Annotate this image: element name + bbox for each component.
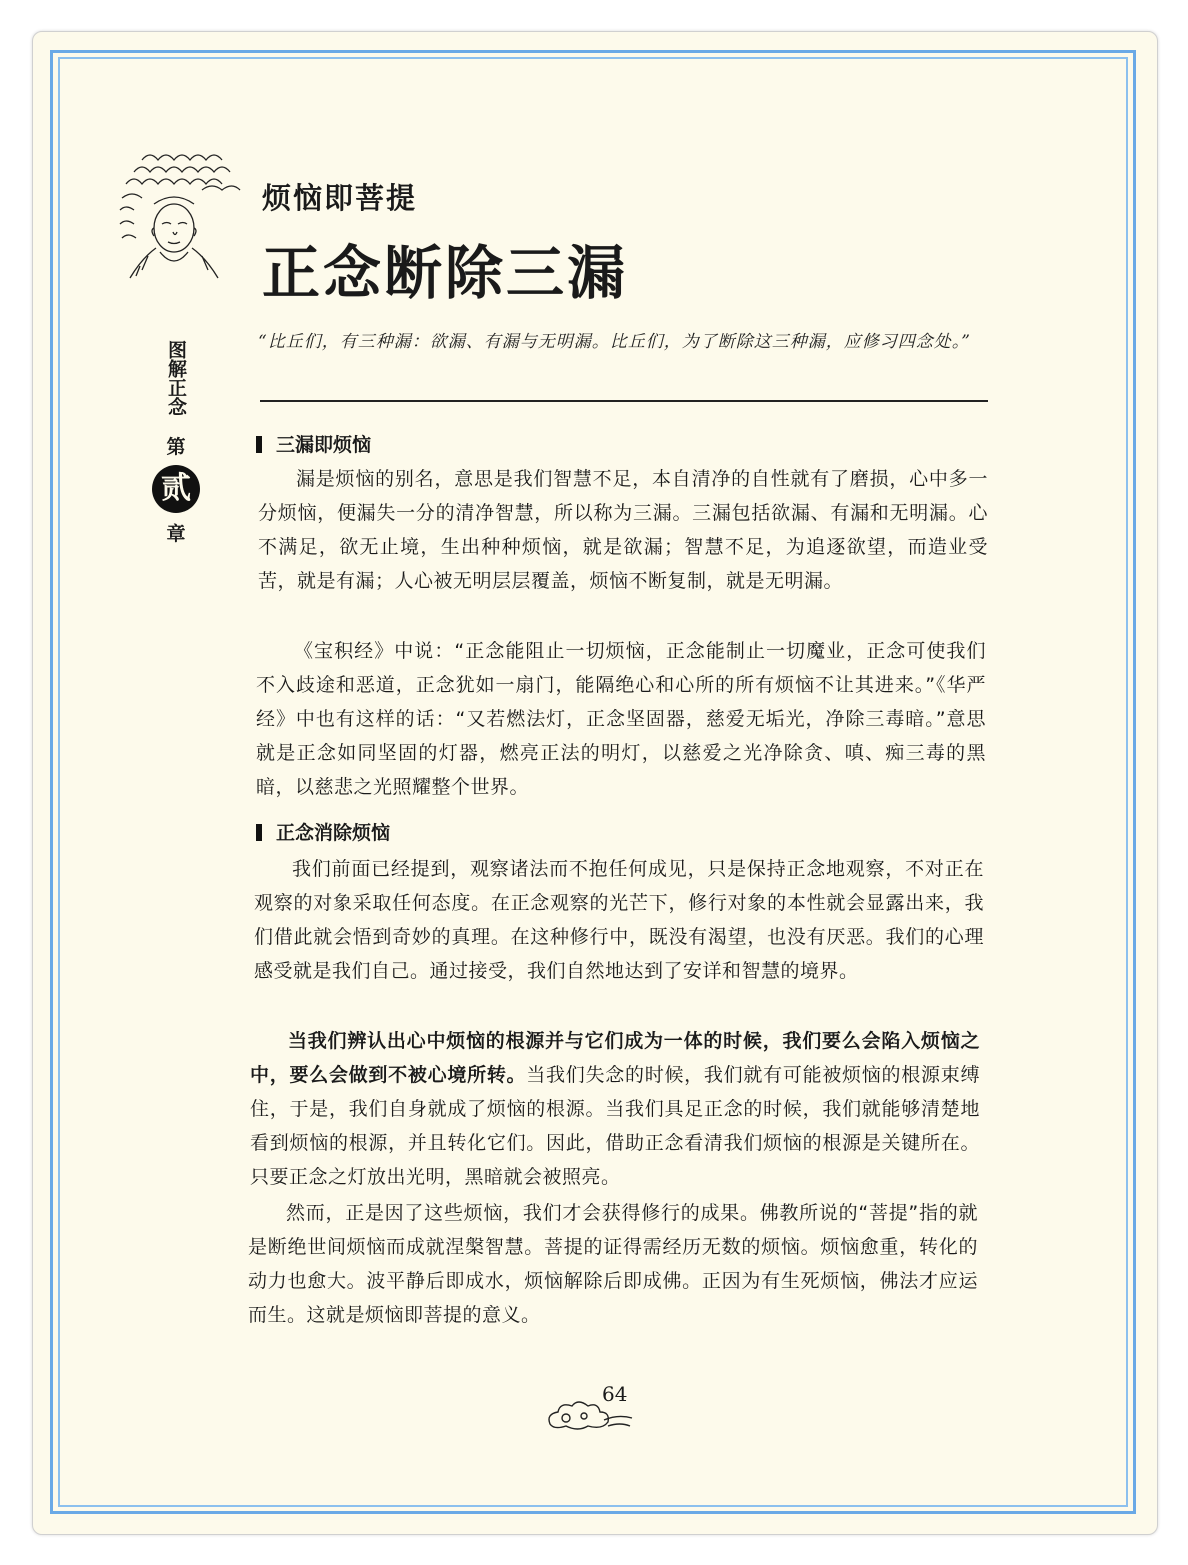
paragraph-rest: 当我们失念的时候，我们就有可能被烦恼的根源束缚住，于是，我们自身就成了烦恼的根源。当我们具足正念的时候，我们就能够清楚地看到烦恼的根源，并且转化它们。因此，借助正念看清我们烦恼的根源是关键所在。只要正念之灯放出光明，黑暗就会被照亮。 — [250, 1064, 980, 1188]
divider — [260, 400, 988, 402]
paragraph: 《宝积经》中说：“正念能阻止一切烦恼，正念能制止一切魔业，正念可使我们不入歧途和恶道，正念犹如一扇门，能隔绝心和心所的所有烦恼不让其进来。”《华严经》中也有这样的话：“又若燃法灯，正念坚固器，慈爱无垢光，净除三毒暗。”意思就是正念如同坚固的灯器，燃亮正法的明灯，以慈爱之光净除贪、嗔、痴三毒的黑暗，以慈悲之光照耀整个世界。 — [256, 640, 986, 798]
section-heading-2 — [256, 818, 390, 845]
chapter-subtitle: 烦恼即菩提 — [262, 181, 418, 215]
chapter-number-badge: 贰 — [152, 465, 200, 513]
book-title: 图解正念 — [165, 340, 187, 416]
section-heading-1 — [256, 430, 371, 457]
paragraph: 漏是烦恼的别名，意思是我们智慧不足，本自清净的自性就有了磨损，心中多一分烦恼，便漏失一分的清净智慧，所以称为三漏。三漏包括欲漏、有漏和无明漏。心不满足，欲无止境，生出种种烦恼，就是欲漏；智慧不足，为追逐欲望，而造业受苦，就是有漏；人心被无明层层覆盖，烦恼不断复制，就是无明漏。 — [258, 468, 988, 592]
book-title-vertical — [148, 340, 204, 422]
paragraph-with-bold-lead — [250, 1024, 980, 1194]
heading-bar-icon — [256, 436, 262, 453]
page-number: 64 — [602, 1382, 628, 1406]
chapter-sidebar — [148, 340, 204, 546]
cloud-ornament-icon — [544, 1398, 636, 1434]
monk-portrait-icon — [112, 140, 248, 280]
section-heading-text: 正念消除烦恼 — [276, 822, 391, 844]
chapter-label-di: 第 — [166, 436, 186, 458]
section-heading-text: 三漏即烦恼 — [276, 434, 372, 456]
paragraph: 我们前面已经提到，观察诸法而不抱任何成见，只是保持正念地观察，不对正在观察的对象采取任何态度。在正念观察的光芒下，修行对象的本性就会显露出来，我们借此就会悟到奇妙的真理。在这种修行中，既没有渴望，也没有厌恶。我们的心理感受就是我们自己。通过接受，我们自然地达到了安详和智慧的境界。 — [254, 858, 984, 982]
heading-bar-icon — [256, 824, 262, 841]
bold-lead: 当我们辨认出心中烦恼的根源并与它们成为一体的时候，我们要么会陷入烦恼之中，要么会做到不被心境所转。 — [250, 1030, 980, 1086]
paragraph: 然而，正是因了这些烦恼，我们才会获得修行的成果。佛教所说的“菩提”指的就是断绝世间烦恼而成就涅槃智慧。菩提的证得需经历无数的烦恼。烦恼愈重，转化的动力也愈大。波平静后即成水，烦恼解除后即成佛。正因为有生死烦恼，佛法才应运而生。这就是烦恼即菩提的意义。 — [248, 1202, 978, 1326]
chapter-label-zhang: 章 — [166, 523, 186, 545]
epigraph-quote: “比丘们，有三种漏：欲漏、有漏与无明漏。比丘们，为了断除这三种漏，应修习四念处。” — [258, 332, 971, 352]
page-title: 正念断除三漏 — [262, 239, 629, 307]
